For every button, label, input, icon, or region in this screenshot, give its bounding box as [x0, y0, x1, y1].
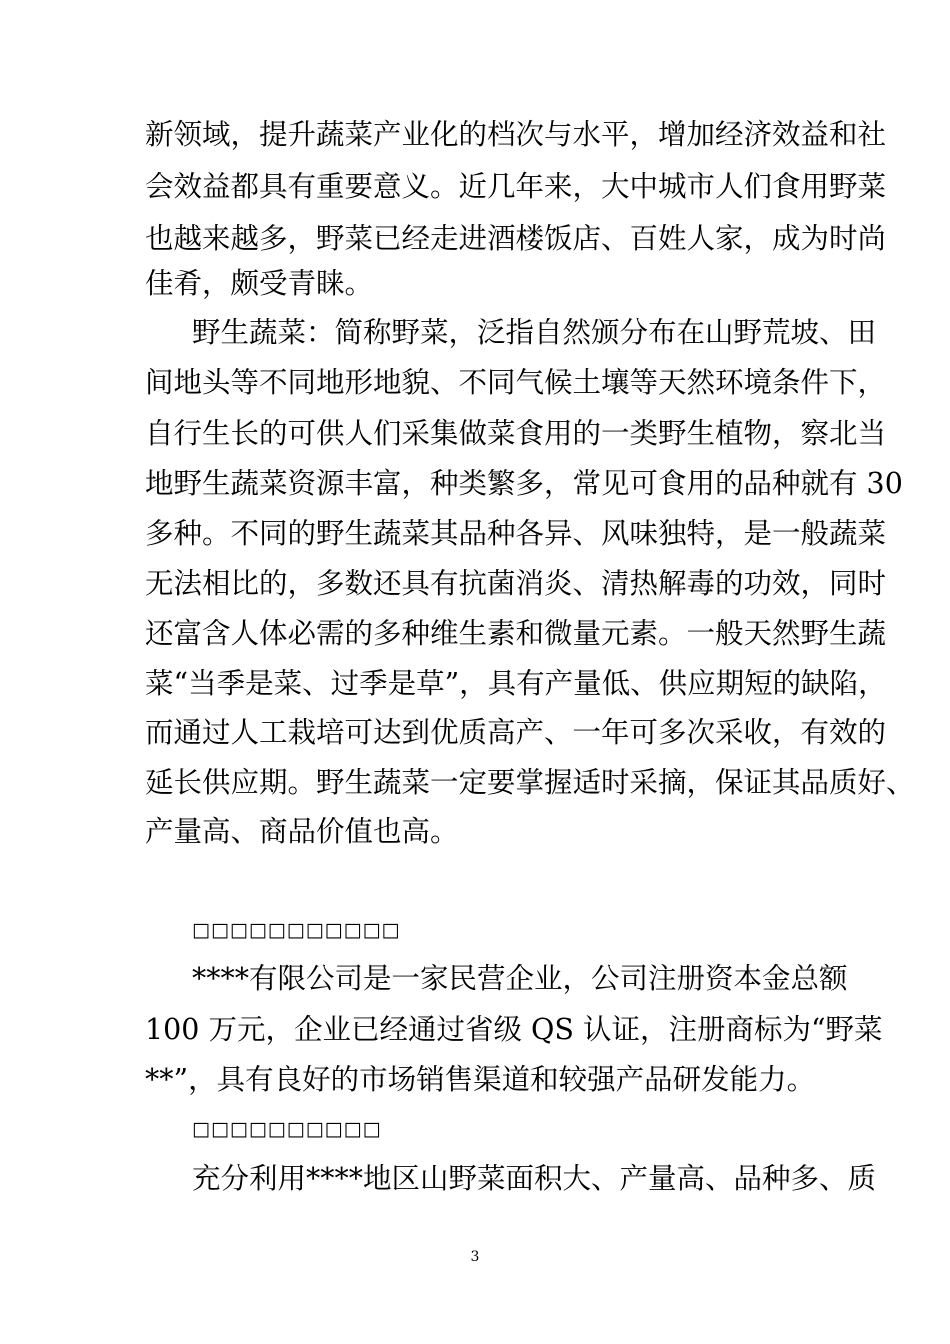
- paragraph-line: 100 万元，企业已经通过省级 QS 认证，注册商标为“野菜: [145, 1013, 883, 1046]
- paragraph-line: 充分利用****地区山野菜面积大、产量高、品种多、质: [192, 1162, 877, 1195]
- paragraph-line: 延长供应期。野生蔬菜一定要掌握适时采摘，保证其品质好、: [145, 766, 915, 799]
- paragraph-line: ****有限公司是一家民营企业，公司注册资本金总额: [192, 962, 848, 995]
- paragraph-line: 无法相比的，多数还具有抗菌消炎、清热解毒的功效，同时: [145, 567, 887, 600]
- paragraph-line: 野生蔬菜：简称野菜，泛指自然颁分布在山野荒坡、田: [192, 316, 877, 349]
- paragraph-line: 地野生蔬菜资源丰富，种类繁多，常见可食用的品种就有 30: [145, 467, 903, 500]
- paragraph-line: 也越来越多，野菜已经走进酒楼饭店、百姓人家，成为时尚: [145, 222, 887, 255]
- paragraph-line: 而通过人工栽培可达到优质高产、一年可多次采收，有效的: [145, 716, 887, 749]
- paragraph-line: 产量高、商品价值也高。: [145, 815, 459, 848]
- paragraph-line: 多种。不同的野生蔬菜其品种各异、风味独特，是一般蔬菜: [145, 517, 887, 550]
- paragraph-line: 菜“当季是菜、过季是草”，具有产量低、供应期短的缺陷，: [145, 667, 887, 700]
- paragraph-line: 会效益都具有重要意义。近几年来，大中城市人们食用野菜: [145, 170, 887, 203]
- section-heading: □□□□□□□□□□: [192, 1118, 382, 1140]
- paragraph-line: 新领域，提升蔬菜产业化的档次与水平，增加经济效益和社: [145, 118, 887, 151]
- paragraph-line: 自行生长的可供人们采集做菜食用的一类野生植物，察北当: [145, 417, 887, 450]
- paragraph-line: 间地头等不同地形地貌、不同气候土壤等天然环境条件下，: [145, 366, 887, 399]
- paragraph-line: 还富含人体必需的多种维生素和微量元素。一般天然野生蔬: [145, 617, 887, 650]
- paragraph-line: 佳肴，颇受青睐。: [145, 267, 374, 300]
- section-heading: □□□□□□□□□□□: [192, 919, 401, 941]
- page-number: 3: [470, 1249, 480, 1265]
- paragraph-line: **”，具有良好的市场销售渠道和较强产品研发能力。: [145, 1063, 816, 1096]
